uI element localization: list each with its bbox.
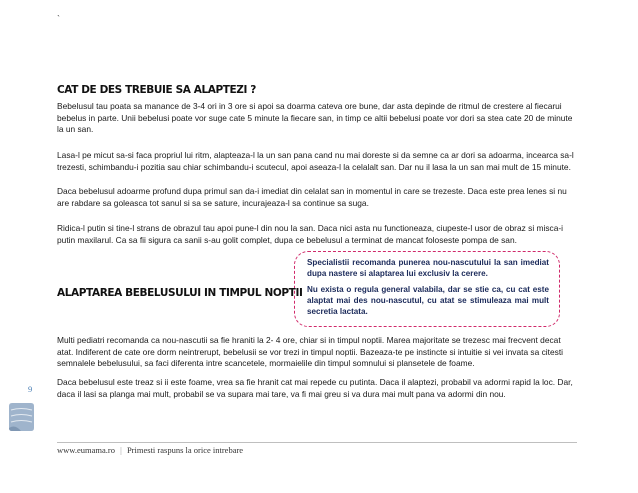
paragraph: Lasa-l pe micut sa-si faca propriul lui ritm, alapteaza-l la un san pana cand nu mai doreste si da semne ca ar dori sa adoarma, incearca sa-l trezesti, schimbandu-i pozitia sau chiar schimbandu-i scutecul, apoi aseaza-l la celalalt san. Dar nu il lasa la un san mai mult de 15 minute.: [57, 150, 574, 172]
footer: [57, 445, 243, 455]
paragraph: Daca bebelusul adoarme profund dupa primul san da-i imediat din celalat san in momentul in care se trezeste. Daca este prea lenes si nu are rabdare sa goleasca tot sanul si sa se sature, incurajeaza-l sa continue sa suga.: [57, 186, 567, 208]
tip-callout-box: [294, 251, 560, 327]
page-number: 9: [28, 384, 33, 394]
section-heading-frequency: CAT DE DES TREBUIE SA ALAPTEZI ?: [57, 84, 256, 96]
footer-divider: [57, 442, 577, 443]
page-curl-icon: [7, 402, 36, 432]
callout-paragraph: Specialistii recomanda punerea nou-nascutului la san imediat dupa nastere si alaptarea lui exclusiv la cerere.: [307, 258, 549, 279]
stray-mark: `: [57, 14, 60, 24]
section-heading-night-feeding: ALAPTAREA BEBELUSULUI IN TIMPUL NOPTII: [57, 287, 303, 299]
paragraph: Daca bebelusul este treaz si ii este foame, vrea sa fie hranit cat mai repede cu putinta. Daca il alaptezi, probabil va adormi rapid la loc. Dar, daca il lasi sa planga mai mult, probabil se va supara mai tare, va fi mai greu si va dura mai mult pana va adormi din nou.: [57, 377, 573, 399]
paragraph: Bebelusul tau poata sa manance de 3-4 ori in 3 ore si apoi sa doarma cateva ore bune, dar asta depinde de ritmul de crestere al fiecarui bebelus in parte. Unii bebelusi poate vor suge cate 5 minute la fiecare san, in timp ce altii bebelusi poate vor dori sa stea cate 20 de minute la un san.: [57, 101, 573, 135]
callout-paragraph: Nu exista o regula general valabila, dar se stie ca, cu cat este alaptat mai des nou-nascutul, cu atat se stimuleaza mai mult secretia lactata.: [307, 284, 549, 317]
paragraph: Multi pediatri recomanda ca nou-nascutii sa fie hraniti la 2- 4 ore, chiar si in timpul noptii. Marea majoritate se trezesc mai frecvent decat atat. Indiferent de cate ore dorm neintrerupt, bebelusii se vor trezi in timpul noptii. Bazeaza-te pe instincte si intuitie si vei invata sa citesti semnalele bebelusului, sa faci diferenta intre scancetele, mormaielile din timpul somnului si plansetele de foame.: [57, 335, 564, 369]
paragraph: Ridica-l putin si tine-l strans de obrazul tau apoi pune-l din nou la san. Daca nici asta nu functioneaza, ciupeste-l usor de obraz si misca-i putin maxilarul. Ca sa fii sigura ca sanii s-au golit complet, dupa ce bebelusul a terminat de mancat foloseste pompa de san.: [57, 223, 564, 245]
footer-tagline: Primesti raspuns la orice intrebare: [126, 445, 244, 455]
footer-separator: |: [120, 445, 122, 455]
footer-site-link[interactable]: www.eumama.ro: [57, 445, 115, 455]
